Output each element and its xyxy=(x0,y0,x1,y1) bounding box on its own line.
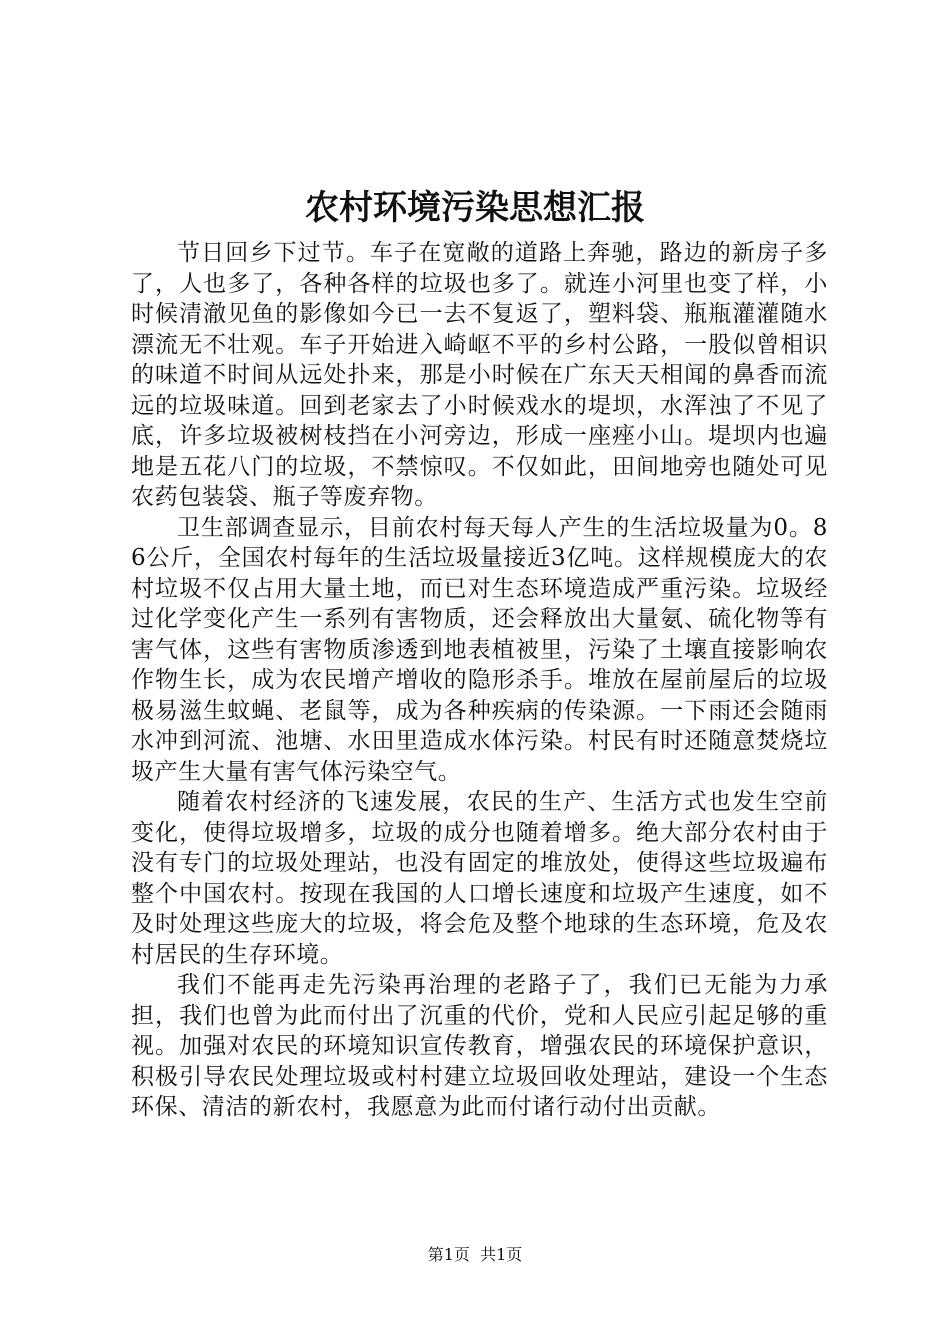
paragraph-2: 卫生部调查显示，目前农村每天每人产生的生活垃圾量为0。86公斤，全国农村每年的生活垃圾量接近3亿吨。这样规模庞大的农村垃圾不仅占用大量土地，而已对生态环境造成严重污染。垃圾经过化学变化产生一系列有害物质，还会释放出大量氨、硫化物等有害气体，这些有害物质渗透到地表植被里，污染了土壤直接影响农作物生长，成为农民增产增收的隐形杀手。堆放在屋前屋后的垃圾极易滋生蚊蝇、老鼠等，成为各种疾病的传染源。一下雨还会随雨水冲到河流、池塘、水田里造成水体污染。村民有时还随意焚烧垃圾产生大量有害气体污染空气。 xyxy=(131,514,828,785)
page-footer xyxy=(0,1244,950,1266)
page-number: 第1页 xyxy=(427,1245,470,1264)
paragraph-3: 随着农村经济的飞速发展，农民的生产、生活方式也发生空前变化，使得垃圾增多，垃圾的成分也随着增多。绝大部分农村由于没有专门的垃圾处理站，也没有固定的堆放处，使得这些垃圾遍布整个中国农村。按现在我国的人口增长速度和垃圾产生速度，如不及时处理这些庞大的垃圾，将会危及整个地球的生态环境，危及农村居民的生存环境。 xyxy=(131,789,828,968)
document-body xyxy=(131,238,828,1123)
document-title: 农村环境污染思想汇报 xyxy=(305,188,645,228)
paragraph-1: 节日回乡下过节。车子在宽敞的道路上奔驰，路边的新房子多了，人也多了，各种各样的垃圾也多了。就连小河里也变了样，小时候清澈见鱼的影像如今已一去不复返了，塑料袋、瓶瓶灌灌随水漂流无不壮观。车子开始进入崎岖不平的乡村公路，一股似曾相识的味道不时间从远处扑来，那是小时候在广东天天相闻的鼻香而流远的垃圾味道。回到老家去了小时候戏水的堤坝，水浑浊了不见了底，许多垃圾被树枝挡在小河旁边，形成一座痤小山。堤坝内也遍地是五花八门的垃圾，不禁惊叹。不仅如此，田间地旁也随处可见农药包装袋、瓶子等废弃物。 xyxy=(131,240,828,510)
paragraph-4: 我们不能再走先污染再治理的老路子了，我们已无能为力承担，我们也曾为此而付出了沉重的代价，党和人民应引起足够的重视。加强对农民的环境知识宣传教育，增强农民的环境保护意识，积极引导农民处理垃圾或村村建立垃圾回收处理站，建设一个生态环保、清洁的新农村，我愿意为此而付诸行动付出贡献。 xyxy=(131,972,828,1120)
footer-spacer xyxy=(470,1245,480,1264)
page-total: 共1页 xyxy=(480,1245,523,1264)
